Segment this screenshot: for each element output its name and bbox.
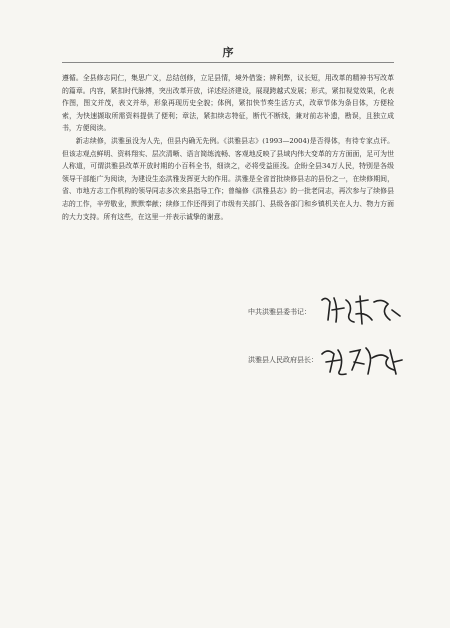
preface-body xyxy=(62,72,394,223)
signature-label-county-head: 洪雅县人民政府县长： xyxy=(248,356,318,364)
paragraph-1: 遵循。全县修志同仁，集思广义，总结创修，立足县情，境外借鉴；辨利弊，议长短，用改革的精神书写改革的篇章。内容，紧扣时代脉搏，突出改革开放，详述经济建设，展现跨越式发展；形式，紧扣视觉效果，化表作图，图文并茂，表文并举，形象再现历史全貌；体例，紧扣快节奏生活方式，改章节体为条目体，方便检索，为快速撷取所需资料提供了便利；章法，紧扣续志特征，断代不断线，兼对前志补遗，勘误，且独立成书，方便阅读。 xyxy=(62,74,394,133)
handwritten-signature-1 xyxy=(316,290,406,330)
handwritten-signature-2 xyxy=(316,340,406,380)
page-title: 序 xyxy=(222,46,234,59)
header-divider xyxy=(62,62,394,63)
paragraph-2: 新志续修，洪雅虽没为人先，但县内确无先例。《洪雅县志》(1993—2004)是否得体，有待专家点评。但该志观点鲜明、资料翔实、层次清晰、语言简练流畅、客观地反映了县域内伟大变革的方方面面，足可为世人称道，可谓洪雅县改革开放时期的小百科全书，细读之，必将受益匪浅。企盼全县34万人民，特别是各级领导干部能广为阅读，为建设生态洪雅发挥更大的作用。洪雅是全省首批续修县志的县份之一，在续修期间，省、市地方志工作机构的领导同志多次来县指导工作；曾编修《洪雅县志》的一批老同志，再次参与了续修县志的工作，辛劳敬业，默默奉献；续修工作还得到了市级有关部门、县级各部门和乡镇机关在人力、物力方面的大力支持。所有这些，在这里一并表示诚挚的谢意。 xyxy=(62,136,394,221)
signature-label-party-secretary: 中共洪雅县委书记： xyxy=(248,308,311,316)
